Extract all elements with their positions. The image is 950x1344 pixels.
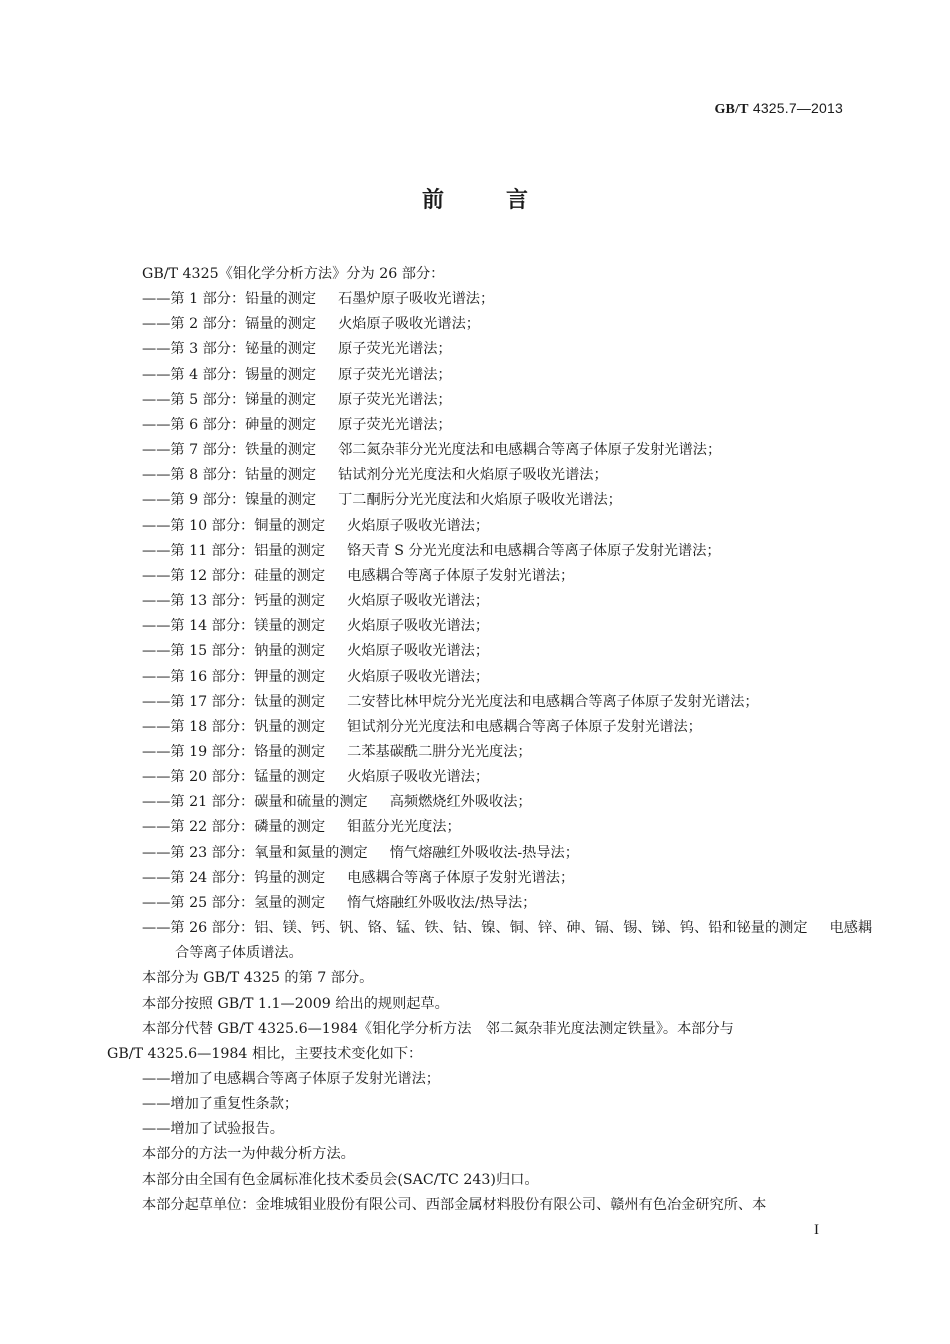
list-item: ——第 24 部分：钨量的测定 电感耦合等离子体原子发射光谱法； bbox=[142, 869, 575, 886]
list-item: ——第 12 部分：硅量的测定 电感耦合等离子体原子发射光谱法； bbox=[142, 567, 575, 584]
list-item: ——第 11 部分：铝量的测定 铬天青 S 分光光度法和电感耦合等离子体原子发射光谱法； bbox=[142, 542, 721, 559]
list-item: ——第 6 部分：砷量的测定 原子荧光光谱法； bbox=[142, 416, 452, 433]
standard-code bbox=[714, 100, 843, 118]
list-item: ——第 22 部分：磷量的测定 钼蓝分光光度法； bbox=[142, 819, 461, 836]
list-item: ——第 17 部分：钛量的测定 二安替比林甲烷分光光度法和电感耦合等离子体原子发射光谱法； bbox=[142, 693, 759, 710]
list-item: ——第 4 部分：锡量的测定 原子荧光光谱法； bbox=[142, 366, 452, 383]
list-item: ——第 15 部分：钠量的测定 火焰原子吸收光谱法； bbox=[142, 643, 490, 660]
document-body bbox=[107, 262, 873, 1218]
list-item: ——第 26 部分：铝、镁、钙、钒、铬、锰、铁、钴、镍、铜、锌、砷、镉、锡、锑、钨、铅和铋量的测定 电感耦 bbox=[142, 920, 873, 937]
list-item: ——第 14 部分：镁量的测定 火焰原子吸收光谱法； bbox=[142, 618, 490, 635]
paragraph-replaces-cont: GB/T 4325.6—1984 相比，主要技术变化如下： bbox=[107, 1045, 423, 1062]
standard-prefix: GB/T bbox=[714, 102, 749, 117]
list-item: ——第 1 部分：铅量的测定 石墨炉原子吸收光谱法； bbox=[142, 291, 495, 308]
list-item: ——第 5 部分：锑量的测定 原子荧光光谱法； bbox=[142, 391, 452, 408]
list-item: ——第 25 部分：氢量的测定 惰气熔融红外吸收法/热导法； bbox=[142, 894, 537, 911]
list-item: ——第 16 部分：钾量的测定 火焰原子吸收光谱法； bbox=[142, 668, 490, 685]
list-item: ——第 19 部分：铬量的测定 二苯基碳酰二肼分光光度法； bbox=[142, 743, 532, 760]
changes-list bbox=[107, 1067, 844, 1142]
paragraph-arbitration: 本部分的方法一为仲裁分析方法。 bbox=[142, 1146, 355, 1163]
list-item: ——第 20 部分：锰量的测定 火焰原子吸收光谱法； bbox=[142, 769, 490, 786]
list-item: ——第 13 部分：钙量的测定 火焰原子吸收光谱法； bbox=[142, 593, 490, 610]
list-item: ——第 2 部分：镉量的测定 火焰原子吸收光谱法； bbox=[142, 316, 480, 333]
parts-list bbox=[107, 287, 873, 966]
list-item: ——增加了重复性条款； bbox=[142, 1096, 299, 1113]
page-number: I bbox=[814, 1222, 819, 1238]
paragraph-drafting-rules: 本部分按照 GB/T 1.1—2009 给出的规则起草。 bbox=[142, 995, 449, 1012]
list-item: ——第 7 部分：铁量的测定 邻二氮杂菲分光光度法和电感耦合等离子体原子发射光谱法； bbox=[142, 442, 722, 459]
list-item: ——第 9 部分：镍量的测定 丁二酮肟分光光度法和火焰原子吸收光谱法； bbox=[142, 492, 622, 509]
page-title: 前言 bbox=[421, 188, 590, 213]
list-item: ——第 8 部分：钴量的测定 钴试剂分光光度法和火焰原子吸收光谱法； bbox=[142, 467, 608, 484]
list-item: ——第 21 部分：碳量和硫量的测定 高频燃烧红外吸收法； bbox=[142, 794, 532, 811]
standard-number: 4325.7—2013 bbox=[752, 100, 843, 116]
list-item: ——第 18 部分：钒量的测定 钽试剂分光光度法和电感耦合等离子体原子发射光谱法； bbox=[142, 718, 702, 735]
intro-paragraph: GB/T 4325《钼化学分析方法》分为 26 部分： bbox=[142, 266, 445, 282]
list-item: ——第 10 部分：铜量的测定 火焰原子吸收光谱法； bbox=[142, 517, 490, 534]
list-item: ——第 23 部分：氧量和氮量的测定 惰气熔融红外吸收法-热导法； bbox=[142, 844, 579, 861]
paragraph-replaces: 本部分代替 GB/T 4325.6—1984《钼化学分析方法 邻二氮杂菲光度法测定铁量》。本部分与 bbox=[142, 1020, 734, 1037]
list-item: ——第 3 部分：铋量的测定 原子荧光光谱法； bbox=[142, 341, 452, 358]
paragraph-drafting-units: 本部分起草单位：金堆城钼业股份有限公司、西部金属材料股份有限公司、赣州有色冶金研究所、本 bbox=[142, 1196, 767, 1213]
list-item: ——增加了电感耦合等离子体原子发射光谱法； bbox=[142, 1071, 440, 1087]
list-item-continuation: 合等离子体质谱法。 bbox=[175, 945, 303, 962]
paragraph-part-number: 本部分为 GB/T 4325 的第 7 部分。 bbox=[142, 970, 374, 987]
paragraph-committee: 本部分由全国有色金属标准化技术委员会(SAC/TC 243)归口。 bbox=[142, 1171, 539, 1188]
list-item: ——增加了试验报告。 bbox=[142, 1121, 284, 1138]
